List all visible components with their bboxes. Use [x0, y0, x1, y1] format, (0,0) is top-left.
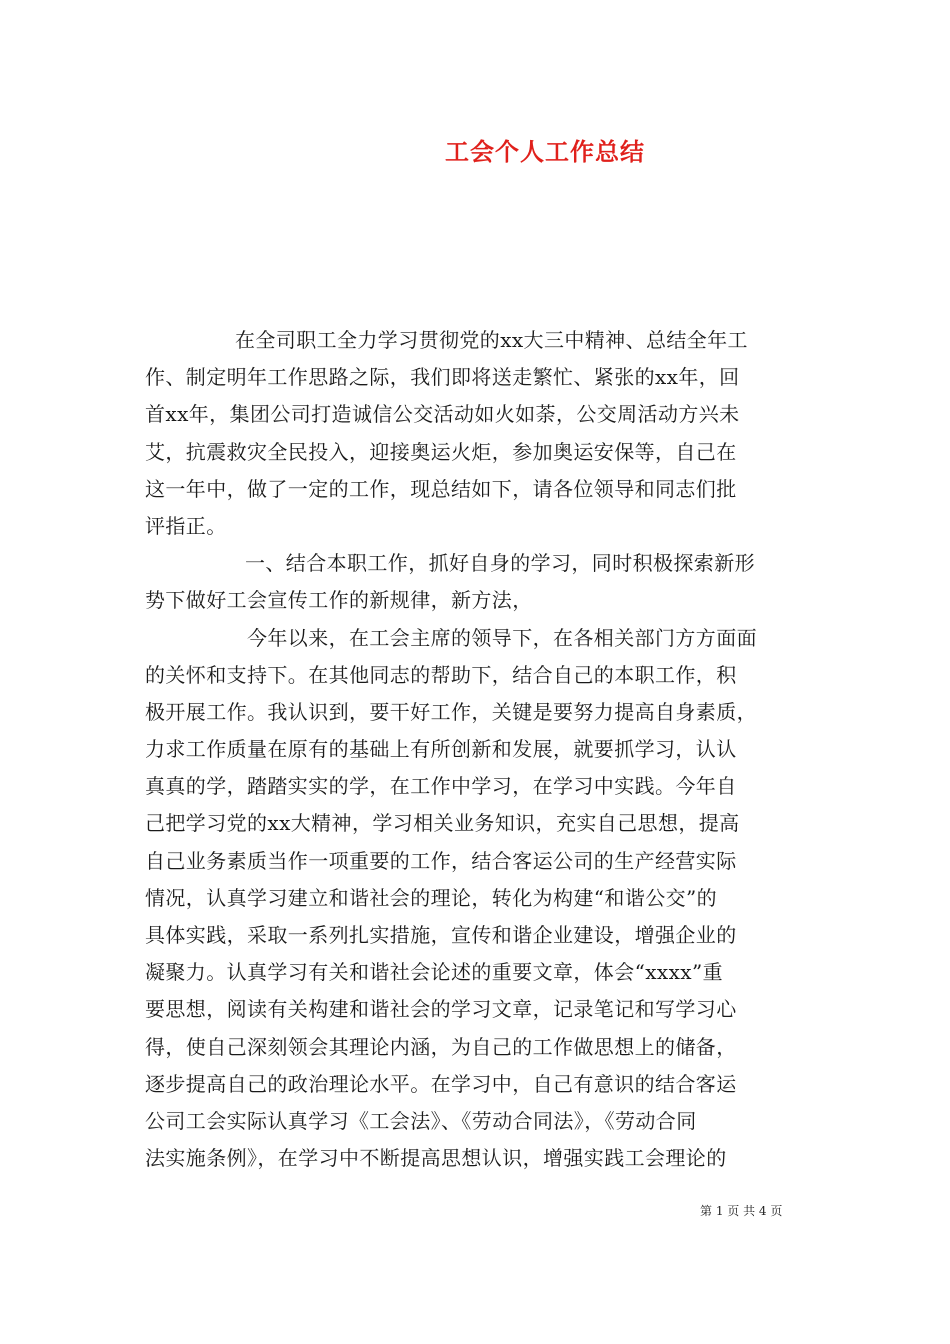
- text-line: 凝聚力。认真学习有关和谐社会论述的重要文章，体会“xxxx”重: [145, 960, 723, 985]
- text-line: 极开展工作。我认识到，要干好工作，关键是要努力提高自身素质，: [145, 699, 757, 724]
- text-line: 公司工会实际认真学习《工会法》、《劳动合同法》，《劳动合同: [145, 1108, 697, 1133]
- text-line: 得，使自己深刻领会其理论内涵，为自己的工作做思想上的储备，: [145, 1034, 737, 1059]
- section-heading-line: 势下做好工会宣传工作的新规律，新方法，: [145, 588, 533, 613]
- text-line: 真真的学，踏踏实实的学，在工作中学习，在学习中实践。今年自: [145, 774, 737, 799]
- text-line: 自己业务素质当作一项重要的工作，结合客运公司的生产经营实际: [145, 848, 737, 873]
- text-line: 评指正。: [145, 513, 227, 538]
- text-line: 艾，抗震救灾全民投入，迎接奥运火炬，参加奥运安保等，自己在: [145, 439, 737, 464]
- text-line: 这一年中，做了一定的工作，现总结如下，请各位领导和同志们批: [145, 476, 737, 501]
- text-line: 逐步提高自己的政治理论水平。在学习中，自己有意识的结合客运: [145, 1071, 737, 1096]
- text-line: 具体实践，采取一系列扎实措施，宣传和谐企业建设，增强企业的: [145, 923, 737, 947]
- text-line: 要思想，阅读有关构建和谐社会的学习文章，记录笔记和写学习心: [145, 997, 737, 1022]
- text-line: 的关怀和支持下。在其他同志的帮助下，结合自己的本职工作，积: [145, 662, 737, 687]
- text-line: 法实施条例》，在学习中不断提高思想认识，增强实践工会理论的: [145, 1146, 727, 1171]
- document-body: [145, 322, 805, 1177]
- document-title: 工会个人工作总结: [445, 138, 645, 166]
- text-line: 情况，认真学习建立和谐社会的理论，转化为构建“和谐公交”的: [145, 885, 718, 910]
- section-heading-line: 一、结合本职工作，抓好自身的学习，同时积极探索新形: [245, 551, 755, 576]
- text-line: 作、制定明年工作思路之际，我们即将送走繁忙、紧张的xx年，回: [145, 365, 740, 390]
- text-line: 在全司职工全力学习贯彻党的xx大三中精神、总结全年工: [235, 328, 748, 352]
- text-line: 己把学习党的xx大精神，学习相关业务知识，充实自己思想，提高: [145, 811, 740, 836]
- text-line: 今年以来，在工会主席的领导下，在各相关部门方方面面: [247, 625, 757, 650]
- page-number: 第 1 页 共 4 页: [700, 1204, 783, 1218]
- text-line: 首xx年，集团公司打造诚信公交活动如火如荼，公交周活动方兴未: [145, 402, 740, 427]
- text-line: 力求工作质量在原有的基础上有所创新和发展，就要抓学习，认认: [145, 737, 737, 762]
